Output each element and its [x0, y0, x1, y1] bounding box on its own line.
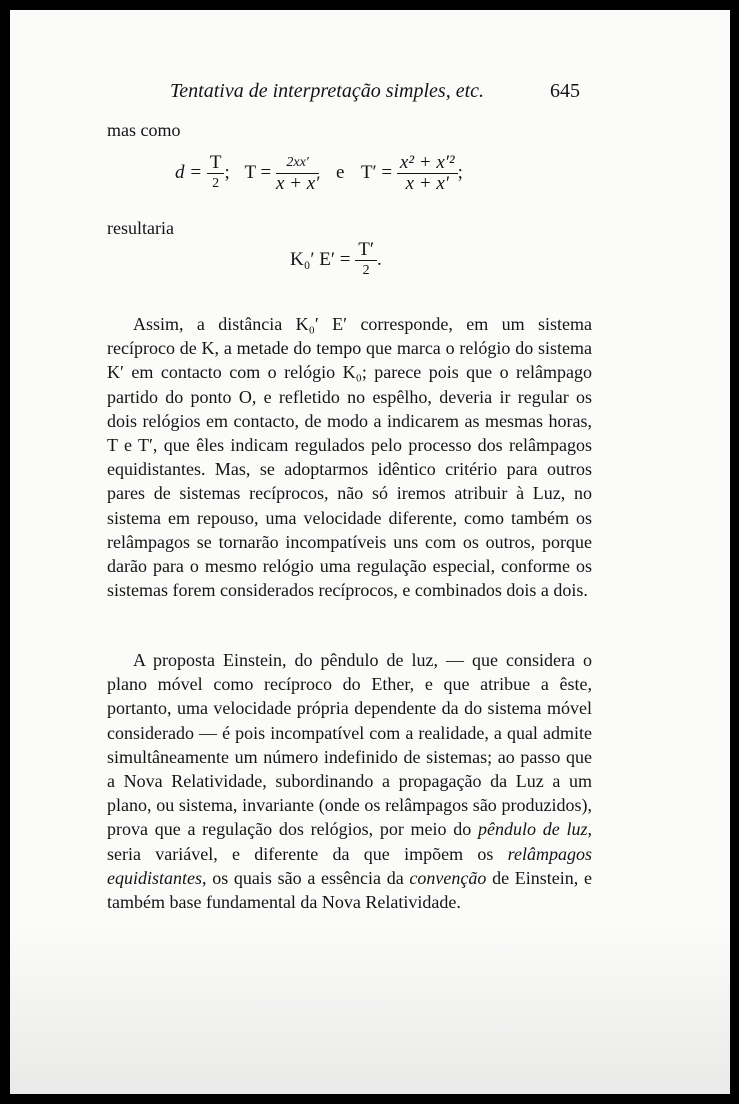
book-page [10, 10, 730, 1094]
result-text: resultaria [107, 218, 174, 238]
paragraph-2-text-4: de Einstein, e também base fundamental da Nova Relatividade. [107, 867, 592, 913]
eq-k-lhs: K₀′ E′ = [290, 248, 351, 270]
running-header-title: Tentativa de interpretação simples, etc. [170, 80, 485, 102]
fraction-d-numerator: T [207, 153, 225, 174]
fraction-tprime [397, 153, 458, 194]
paragraph-2-emphasis-2: relâmpagos equidistantes [107, 843, 592, 888]
fraction-d [207, 153, 225, 194]
equation-line-2 [290, 240, 382, 281]
intro-text: mas como [107, 120, 181, 140]
fraction-t-denominator: x + x′ [275, 173, 320, 194]
fraction-tprime-numerator: x² + x′² [397, 153, 458, 174]
page-number: 645 [550, 80, 580, 102]
paragraph-2-text-3: , os quais são a essência da [202, 867, 410, 888]
fraction-t [276, 153, 319, 194]
paragraph-2-text-2: , seria variável, e diferente da que impõem os [107, 819, 592, 864]
paragraph-1: Assim, a distância K₀′ E′ corresponde, em um sistema recíproco de K, a metade do tempo que marca o relógio do sistema K′ em contacto com o relógio K₀; parece pois que o relâmpago partido do ponto O, e refletido no espêlho, deveria ir regular os dois relógios em contacto, de modo a indicarem as mesmas horas, T e T′, que êles indicam regulados pelo processo dos relâmpagos equidistantes. Mas, se adoptarmos idêntico critério para outros pares de sistemas recíprocos, não só iremos atribuir à Luz, no sistema em repouso, uma velocidade diferente, como também os relâmpagos se tornarão incompatíveis uns com os outros, porque darão para o mesmo relógio uma regulação especial, conforme os sistemas forem considerados recíprocos, e combinados dois a dois. [107, 314, 592, 601]
fraction-k-denominator: 2 [362, 263, 370, 278]
eq-d-lhs: d = [175, 161, 203, 183]
eq-separator-1: ; [224, 161, 230, 183]
eq-separator-2: ; [457, 161, 463, 183]
eq-tprime-lhs: T′ = [360, 161, 393, 183]
eq-t-lhs: T = [244, 161, 272, 183]
paragraph-2-emphasis-3: convenção [409, 867, 487, 888]
fraction-tprime-denominator: x + x′ [405, 173, 449, 194]
fraction-t-numerator: 2xx′ [276, 153, 319, 174]
page-shadow [10, 924, 730, 1094]
fraction-k [355, 240, 377, 281]
paragraph-2-emphasis-1: pêndulo de luz [478, 819, 588, 840]
fraction-d-denominator: 2 [212, 176, 220, 191]
eq-conjunction: e [336, 161, 345, 183]
equation-line-1 [175, 153, 463, 194]
paragraph-2 [107, 648, 592, 914]
eq-k-end: . [377, 248, 382, 270]
fraction-k-numerator: T′ [355, 240, 377, 261]
paragraph-2-text-1: A proposta Einstein, do pêndulo de luz, — que considera o plano móvel como recíproco do Ether, e que atribue a êste, portanto, uma velocidade própria dependente da do sistema móvel considerado — é pois incompatível com a realidade, a qual admite simultâneamente um número indefinido de sistemas; ao passo que a Nova Relatividade, subordinando a propagação da Luz a um plano, ou sistema, invariante (onde os relâmpagos são produzidos), prova que a regulação dos relógios, por meio do [107, 650, 592, 840]
